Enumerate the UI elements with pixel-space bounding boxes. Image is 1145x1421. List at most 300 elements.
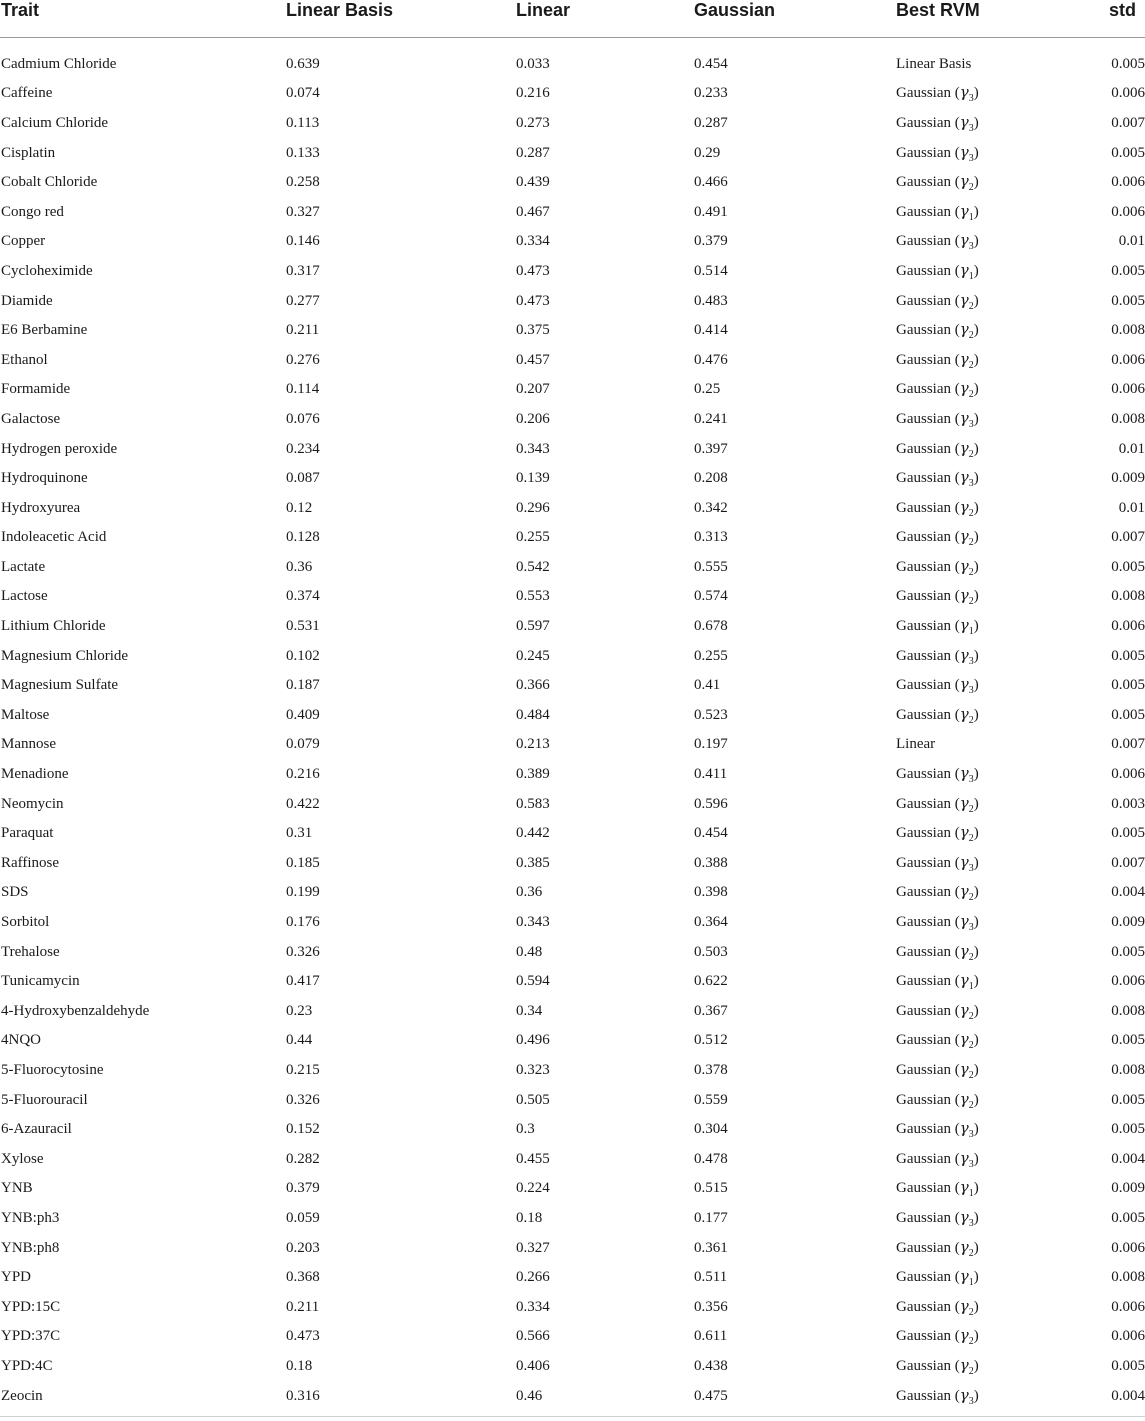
table-row [0, 1233, 1145, 1263]
cell-trait: 6-Azauracil [1, 1121, 72, 1138]
cell-std: 0.008 [1111, 588, 1145, 605]
cell-trait: Caffeine [1, 85, 53, 102]
cell-linear: 0.385 [516, 854, 550, 871]
cell-linear-basis: 0.176 [286, 914, 320, 931]
cell-linear: 0.273 [516, 114, 550, 131]
cell-std: 0.006 [1111, 381, 1145, 398]
cell-best-rvm [895, 405, 1095, 435]
cell-gaussian: 0.304 [694, 1121, 728, 1138]
cell-linear: 0.496 [516, 1032, 550, 1049]
gamma-subscript: $(\gamma_3)$ [951, 231, 979, 253]
best-rvm-label: Gaussian [896, 499, 951, 516]
best-rvm-label: Gaussian [896, 1209, 951, 1226]
gamma-subscript: $(\gamma_2)$ [951, 379, 979, 401]
gamma-subscript: $(\gamma_2)$ [951, 1089, 979, 1111]
gamma-subscript: $(\gamma_1)$ [951, 1178, 979, 1200]
cell-trait: Menadione [1, 766, 69, 783]
best-rvm-label: Gaussian [896, 884, 951, 901]
cell-gaussian: 0.622 [694, 973, 728, 990]
cell-best-rvm [895, 464, 1095, 494]
cell-std: 0.004 [1111, 1387, 1145, 1404]
cell-linear: 0.334 [516, 1298, 550, 1315]
cell-gaussian: 0.361 [694, 1239, 728, 1256]
cell-gaussian: 0.388 [694, 854, 728, 871]
cell-best-rvm [895, 849, 1095, 879]
cell-linear-basis: 0.18 [286, 1357, 313, 1374]
cell-linear-basis: 0.215 [286, 1061, 320, 1078]
cell-linear-basis: 0.368 [286, 1269, 320, 1286]
cell-best-rvm [895, 197, 1095, 227]
cell-std: 0.005 [1111, 943, 1145, 960]
cell-gaussian: 0.177 [694, 1209, 728, 1226]
cell-linear: 0.566 [516, 1328, 550, 1345]
best-rvm-label: Gaussian [896, 262, 951, 279]
table-row [0, 434, 1145, 464]
cell-trait: 4-Hydroxybenzaldehyde [1, 1002, 150, 1019]
cell-trait: Calcium Chloride [1, 114, 109, 131]
header-linear: Linear [515, 0, 693, 37]
cell-gaussian: 0.25 [694, 381, 721, 398]
best-rvm-label: Gaussian [896, 914, 951, 931]
best-rvm-label: Gaussian [896, 144, 951, 161]
cell-best-rvm [895, 819, 1095, 849]
cell-gaussian: 0.515 [694, 1180, 728, 1197]
cell-linear-basis: 0.128 [286, 529, 320, 546]
cell-trait: Lithium Chloride [1, 618, 106, 635]
cell-linear-basis: 0.531 [286, 618, 320, 635]
cell-std: 0.006 [1111, 1298, 1145, 1315]
table-row [0, 1085, 1145, 1115]
cell-gaussian: 0.378 [694, 1061, 728, 1078]
gamma-subscript: $(\gamma_3)$ [951, 645, 979, 667]
cell-std: 0.006 [1111, 618, 1145, 635]
cell-linear: 0.389 [516, 766, 550, 783]
cell-linear-basis: 0.276 [286, 351, 320, 368]
best-rvm-label: Gaussian [896, 1002, 951, 1019]
gamma-subscript: $(\gamma_2)$ [951, 704, 979, 726]
gamma-subscript: $(\gamma_3)$ [951, 764, 979, 786]
table-row [0, 819, 1145, 849]
cell-std: 0.01 [1118, 440, 1145, 457]
cell-gaussian: 0.555 [694, 558, 728, 575]
cell-trait: 5-Fluorouracil [1, 1091, 88, 1108]
cell-std: 0.006 [1111, 1328, 1145, 1345]
cell-linear-basis: 0.422 [286, 795, 320, 812]
cell-gaussian: 0.241 [694, 410, 728, 427]
table-row [0, 1115, 1145, 1145]
best-rvm-label: Gaussian [896, 1269, 951, 1286]
cell-gaussian: 0.596 [694, 795, 728, 812]
cell-gaussian: 0.503 [694, 943, 728, 960]
cell-trait: YPD:37C [1, 1328, 61, 1345]
cell-std: 0.005 [1111, 1121, 1145, 1138]
cell-best-rvm [895, 878, 1095, 908]
gamma-subscript: $(\gamma_2)$ [951, 586, 979, 608]
best-rvm-label: Gaussian [896, 558, 951, 575]
gamma-subscript: $(\gamma_2)$ [951, 497, 979, 519]
best-rvm-label: Gaussian [896, 470, 951, 487]
best-rvm-label: Gaussian [896, 1121, 951, 1138]
cell-best-rvm [895, 50, 1095, 80]
cell-trait: YPD:4C [1, 1357, 53, 1374]
cell-linear: 0.3 [516, 1121, 535, 1138]
table-row [0, 345, 1145, 375]
cell-trait: Cisplatin [1, 144, 56, 161]
cell-linear-basis: 0.113 [286, 114, 320, 131]
cell-linear: 0.327 [516, 1239, 550, 1256]
cell-gaussian: 0.454 [694, 825, 728, 842]
cell-gaussian: 0.208 [694, 470, 728, 487]
table-row [0, 375, 1145, 405]
header-spacer [0, 37, 1145, 50]
cell-linear-basis: 0.379 [286, 1180, 320, 1197]
header-trait: Trait [0, 0, 285, 37]
cell-linear-basis: 0.185 [286, 854, 320, 871]
best-rvm-label: Gaussian [896, 943, 951, 960]
cell-trait: YNB:ph8 [1, 1239, 60, 1256]
header-std: std [1095, 0, 1145, 37]
cell-linear: 0.406 [516, 1357, 550, 1374]
cell-std: 0.007 [1111, 854, 1145, 871]
gamma-subscript: $(\gamma_3)$ [951, 142, 979, 164]
cell-trait: Magnesium Sulfate [1, 677, 119, 694]
cell-trait: Lactate [1, 558, 46, 575]
cell-std: 0.007 [1111, 736, 1145, 753]
gamma-subscript: $(\gamma_3)$ [951, 852, 979, 874]
cell-linear: 0.484 [516, 706, 550, 723]
gamma-subscript: $(\gamma_3)$ [951, 408, 979, 430]
gamma-subscript: $(\gamma_3)$ [951, 112, 979, 134]
best-rvm-label: Gaussian [896, 854, 951, 871]
gamma-subscript: $(\gamma_2)$ [951, 941, 979, 963]
cell-linear-basis: 0.102 [286, 647, 320, 664]
cell-trait: Paraquat [1, 825, 54, 842]
table-row [0, 582, 1145, 612]
gamma-subscript: $(\gamma_2)$ [951, 320, 979, 342]
cell-linear: 0.594 [516, 973, 550, 990]
cell-trait: Sorbitol [1, 914, 50, 931]
cell-trait: Ethanol [1, 351, 48, 368]
cell-trait: YPD [1, 1269, 32, 1286]
cell-best-rvm [895, 79, 1095, 109]
best-rvm-label: Gaussian [896, 233, 951, 250]
cell-std: 0.005 [1111, 825, 1145, 842]
best-rvm-label: Gaussian [896, 1387, 951, 1404]
table-row [0, 257, 1145, 287]
cell-best-rvm [895, 1263, 1095, 1293]
cell-linear: 0.323 [516, 1061, 550, 1078]
gamma-subscript: $(\gamma_2)$ [951, 793, 979, 815]
cell-gaussian: 0.313 [694, 529, 728, 546]
best-rvm-label: Gaussian [896, 1180, 951, 1197]
table-row [0, 79, 1145, 109]
cell-linear: 0.36 [516, 884, 543, 901]
cell-std: 0.006 [1111, 1239, 1145, 1256]
cell-linear: 0.473 [516, 262, 550, 279]
cell-linear: 0.542 [516, 558, 550, 575]
cell-gaussian: 0.483 [694, 292, 728, 309]
cell-linear: 0.46 [516, 1387, 543, 1404]
cell-linear-basis: 0.326 [286, 1091, 320, 1108]
gamma-subscript: $(\gamma_2)$ [951, 527, 979, 549]
cell-std: 0.005 [1111, 262, 1145, 279]
table-row [0, 1381, 1145, 1411]
gamma-subscript: $(\gamma_2)$ [951, 290, 979, 312]
cell-linear: 0.343 [516, 440, 550, 457]
best-rvm-label: Gaussian [896, 1298, 951, 1315]
cell-best-rvm [895, 375, 1095, 405]
cell-std: 0.006 [1111, 174, 1145, 191]
cell-linear-basis: 0.076 [286, 410, 320, 427]
cell-linear-basis: 0.23 [286, 1002, 313, 1019]
cell-gaussian: 0.678 [694, 618, 728, 635]
cell-linear: 0.207 [516, 381, 550, 398]
best-rvm-label: Gaussian [896, 973, 951, 990]
cell-trait: YPD:15C [1, 1298, 61, 1315]
cell-best-rvm [895, 227, 1095, 257]
gamma-subscript: $(\gamma_1)$ [951, 260, 979, 282]
cell-linear-basis: 0.146 [286, 233, 320, 250]
cell-gaussian: 0.398 [694, 884, 728, 901]
table-row [0, 1352, 1145, 1382]
cell-linear: 0.255 [516, 529, 550, 546]
best-rvm-label: Gaussian [896, 1032, 951, 1049]
cell-trait: Hydroquinone [1, 470, 88, 487]
cell-best-rvm [895, 1381, 1095, 1411]
gamma-subscript: $(\gamma_1)$ [951, 201, 979, 223]
cell-gaussian: 0.287 [694, 114, 728, 131]
cell-trait: Neomycin [1, 795, 64, 812]
cell-trait: 5-Fluorocytosine [1, 1061, 104, 1078]
cell-best-rvm [895, 316, 1095, 346]
cell-gaussian: 0.523 [694, 706, 728, 723]
table-row [0, 523, 1145, 553]
cell-trait: YNB:ph3 [1, 1209, 60, 1226]
cell-std: 0.004 [1111, 1150, 1145, 1167]
best-rvm-label: Linear Basis [896, 55, 972, 72]
gamma-subscript: $(\gamma_1)$ [951, 616, 979, 638]
cell-std: 0.007 [1111, 114, 1145, 131]
cell-std: 0.006 [1111, 973, 1145, 990]
table-body [0, 37, 1145, 1411]
cell-best-rvm [895, 1085, 1095, 1115]
header-row [0, 0, 1145, 37]
cell-std: 0.005 [1111, 706, 1145, 723]
cell-linear-basis: 0.258 [286, 174, 320, 191]
gamma-subscript: $(\gamma_2)$ [951, 556, 979, 578]
cell-best-rvm [895, 997, 1095, 1027]
table-row [0, 849, 1145, 879]
gamma-subscript: $(\gamma_2)$ [951, 1030, 979, 1052]
cell-best-rvm [895, 967, 1095, 997]
table-row [0, 997, 1145, 1027]
cell-gaussian: 0.411 [694, 766, 728, 783]
cell-trait: Cobalt Chloride [1, 174, 98, 191]
table-row [0, 464, 1145, 494]
cell-linear-basis: 0.327 [286, 203, 320, 220]
cell-linear-basis: 0.087 [286, 470, 320, 487]
gamma-subscript: $(\gamma_2)$ [951, 882, 979, 904]
cell-gaussian: 0.356 [694, 1298, 728, 1315]
best-rvm-label: Gaussian [896, 292, 951, 309]
cell-std: 0.01 [1118, 499, 1145, 516]
best-rvm-label: Gaussian [896, 381, 951, 398]
table-row [0, 138, 1145, 168]
cell-best-rvm [895, 257, 1095, 287]
cell-gaussian: 0.367 [694, 1002, 728, 1019]
gamma-subscript: $(\gamma_3)$ [951, 912, 979, 934]
cell-std: 0.008 [1111, 1269, 1145, 1286]
cell-trait: Indoleacetic Acid [1, 529, 107, 546]
gamma-subscript: $(\gamma_3)$ [951, 468, 979, 490]
cell-trait: Zeocin [1, 1387, 43, 1404]
cell-linear-basis: 0.36 [286, 558, 313, 575]
cell-std: 0.006 [1111, 766, 1145, 783]
cell-trait: Galactose [1, 410, 61, 427]
cell-linear: 0.375 [516, 322, 550, 339]
cell-trait: Cadmium Chloride [1, 55, 117, 72]
cell-best-rvm [895, 760, 1095, 790]
gamma-subscript: $(\gamma_2)$ [951, 438, 979, 460]
cell-std: 0.005 [1111, 647, 1145, 664]
cell-std: 0.008 [1111, 1002, 1145, 1019]
best-rvm-label: Gaussian [896, 351, 951, 368]
best-rvm-label: Gaussian [896, 529, 951, 546]
best-rvm-label: Gaussian [896, 410, 951, 427]
cell-std: 0.008 [1111, 1061, 1145, 1078]
table-row [0, 109, 1145, 139]
table-row [0, 612, 1145, 642]
cell-std: 0.006 [1111, 203, 1145, 220]
gamma-subscript: $(\gamma_2)$ [951, 1326, 979, 1348]
cell-best-rvm [895, 1144, 1095, 1174]
cell-trait: Lactose [1, 588, 48, 605]
best-rvm-label: Gaussian [896, 440, 951, 457]
cell-std: 0.005 [1111, 292, 1145, 309]
cell-linear-basis: 0.234 [286, 440, 320, 457]
cell-best-rvm [895, 671, 1095, 701]
cell-gaussian: 0.379 [694, 233, 728, 250]
cell-gaussian: 0.559 [694, 1091, 728, 1108]
cell-std: 0.008 [1111, 322, 1145, 339]
cell-linear: 0.473 [516, 292, 550, 309]
cell-best-rvm [895, 612, 1095, 642]
cell-linear: 0.206 [516, 410, 550, 427]
cell-trait: YNB [1, 1180, 33, 1197]
cell-trait: E6 Berbamine [1, 322, 88, 339]
cell-std: 0.003 [1111, 795, 1145, 812]
cell-std: 0.009 [1111, 914, 1145, 931]
header-best-rvm: Best RVM [895, 0, 1095, 37]
cell-linear-basis: 0.44 [286, 1032, 313, 1049]
table-row [0, 227, 1145, 257]
gamma-subscript: $(\gamma_3)$ [951, 1119, 979, 1141]
cell-linear: 0.033 [516, 55, 550, 72]
cell-gaussian: 0.414 [694, 322, 728, 339]
best-rvm-label: Gaussian [896, 706, 951, 723]
cell-linear: 0.457 [516, 351, 550, 368]
table-row [0, 937, 1145, 967]
table-row [0, 908, 1145, 938]
gamma-subscript: $(\gamma_3)$ [951, 1385, 979, 1407]
cell-std: 0.005 [1111, 144, 1145, 161]
cell-std: 0.006 [1111, 85, 1145, 102]
cell-linear-basis: 0.187 [286, 677, 320, 694]
best-rvm-label: Gaussian [896, 1328, 951, 1345]
gamma-subscript: $(\gamma_2)$ [951, 823, 979, 845]
cell-linear-basis: 0.316 [286, 1387, 320, 1404]
cell-linear: 0.553 [516, 588, 550, 605]
cell-linear-basis: 0.409 [286, 706, 320, 723]
table-row [0, 316, 1145, 346]
cell-trait: Magnesium Chloride [1, 647, 129, 664]
cell-std: 0.009 [1111, 1180, 1145, 1197]
cell-trait: Tunicamycin [1, 973, 80, 990]
cell-best-rvm [895, 789, 1095, 819]
bottom-rule [0, 1416, 1145, 1417]
table-row [0, 671, 1145, 701]
best-rvm-label: Gaussian [896, 1150, 951, 1167]
cell-linear: 0.455 [516, 1150, 550, 1167]
gamma-subscript: $(\gamma_2)$ [951, 1355, 979, 1377]
cell-linear-basis: 0.31 [286, 825, 313, 842]
table-row [0, 789, 1145, 819]
cell-std: 0.005 [1111, 1357, 1145, 1374]
table-row [0, 701, 1145, 731]
best-rvm-label: Gaussian [896, 203, 951, 220]
best-rvm-label: Gaussian [896, 85, 951, 102]
cell-linear: 0.224 [516, 1180, 550, 1197]
cell-std: 0.005 [1111, 1209, 1145, 1226]
cell-best-rvm [895, 109, 1095, 139]
gamma-subscript: $(\gamma_2)$ [951, 1000, 979, 1022]
table-row [0, 405, 1145, 435]
cell-linear-basis: 0.133 [286, 144, 320, 161]
cell-gaussian: 0.41 [694, 677, 721, 694]
cell-linear: 0.334 [516, 233, 550, 250]
cell-best-rvm [895, 908, 1095, 938]
gamma-subscript: $(\gamma_3)$ [951, 83, 979, 105]
cell-trait: Mannose [1, 736, 56, 753]
cell-gaussian: 0.397 [694, 440, 728, 457]
cell-linear: 0.139 [516, 470, 550, 487]
gamma-subscript: $(\gamma_2)$ [951, 1059, 979, 1081]
cell-linear-basis: 0.079 [286, 736, 320, 753]
cell-trait: Cycloheximide [1, 262, 93, 279]
header-gaussian: Gaussian [693, 0, 895, 37]
cell-trait: Maltose [1, 706, 50, 723]
cell-gaussian: 0.342 [694, 499, 728, 516]
cell-gaussian: 0.233 [694, 85, 728, 102]
best-rvm-label: Gaussian [896, 1061, 951, 1078]
table-row [0, 730, 1145, 760]
cell-linear: 0.597 [516, 618, 550, 635]
gamma-subscript: $(\gamma_2)$ [951, 1296, 979, 1318]
cell-std: 0.004 [1111, 884, 1145, 901]
cell-gaussian: 0.29 [694, 144, 721, 161]
best-rvm-label: Gaussian [896, 825, 951, 842]
best-rvm-label: Gaussian [896, 1091, 951, 1108]
cell-best-rvm [895, 286, 1095, 316]
cell-trait: Trehalose [1, 943, 60, 960]
cell-std: 0.005 [1111, 1091, 1145, 1108]
table-row [0, 1322, 1145, 1352]
table-row [0, 286, 1145, 316]
table-row [0, 1263, 1145, 1293]
gamma-subscript: $(\gamma_1)$ [951, 971, 979, 993]
best-rvm-label: Gaussian [896, 114, 951, 131]
cell-trait: Copper [1, 233, 46, 250]
